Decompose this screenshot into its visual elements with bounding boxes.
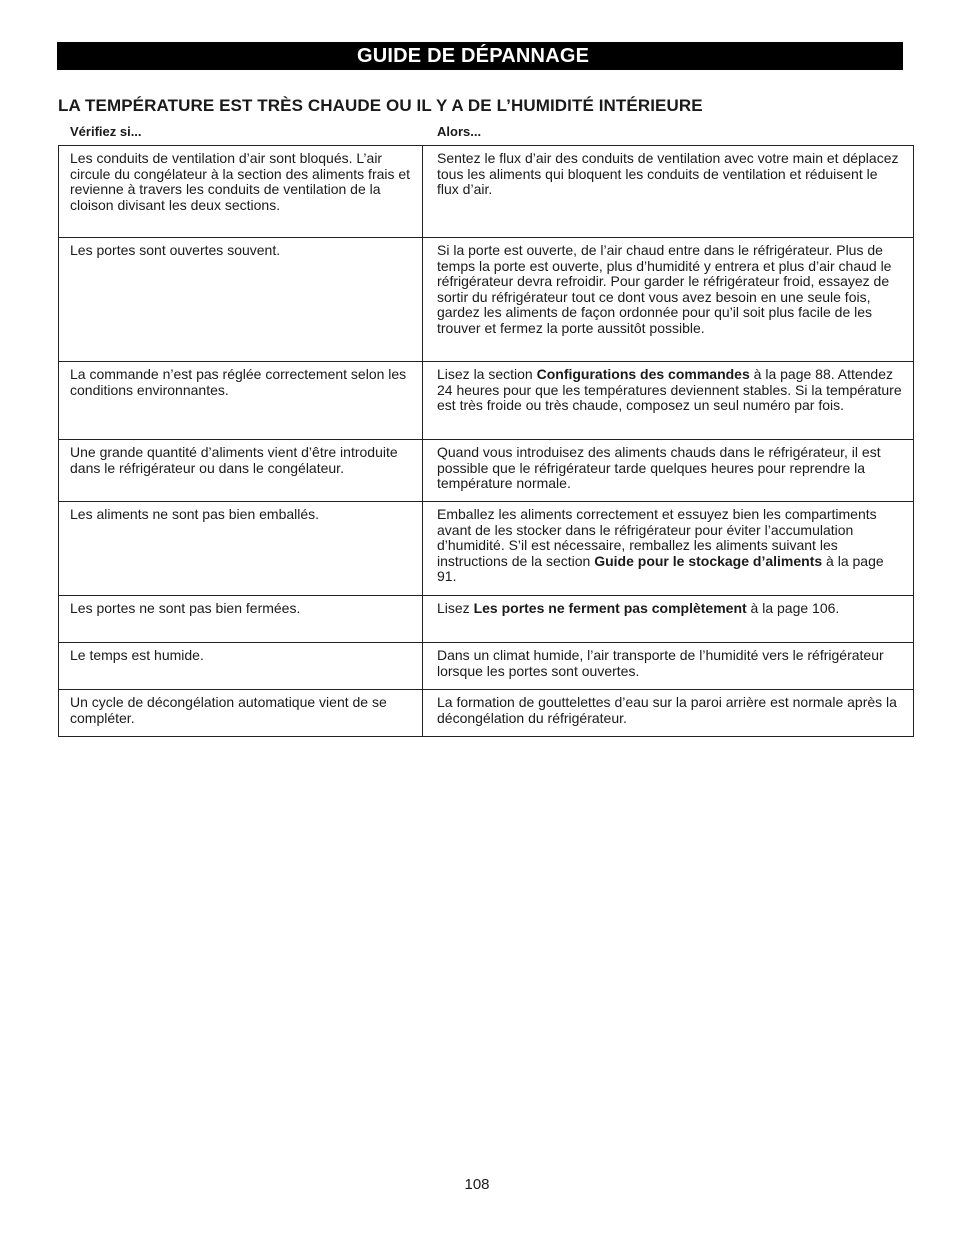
table-row <box>59 643 914 690</box>
check-cell: Les aliments ne sont pas bien emballés. <box>59 502 423 596</box>
section-reference: Guide pour le stockage d’aliments <box>594 552 823 569</box>
section-heading: LA TEMPÉRATURE EST TRÈS CHAUDE OU IL Y A DE L’HUMIDITÉ INTÉRIEURE <box>58 96 703 115</box>
check-cell: Les portes ne sont pas bien fermées. <box>59 596 423 643</box>
solution-text: La formation de gouttelettes d’eau sur la paroi arrière est normale après la décongélation du réfrigérateur. <box>437 694 897 726</box>
solution-cell <box>423 690 914 737</box>
check-cell: La commande n’est pas réglée correctement selon les conditions environnantes. <box>59 362 423 440</box>
column-header-check: Vérifiez si... <box>70 124 142 139</box>
solution-text: Lisez la section <box>437 366 537 382</box>
check-cell: Le temps est humide. <box>59 643 423 690</box>
solution-text: Dans un climat humide, l’air transporte de l’humidité vers le réfrigérateur lorsque les portes sont ouvertes. <box>437 647 884 679</box>
solution-cell <box>423 643 914 690</box>
check-cell: Les portes sont ouvertes souvent. <box>59 238 423 362</box>
check-cell: Une grande quantité d’aliments vient d’être introduite dans le réfrigérateur ou dans le congélateur. <box>59 440 423 502</box>
solution-cell <box>423 440 914 502</box>
solution-cell <box>423 238 914 362</box>
page-number: 108 <box>464 1176 490 1193</box>
section-reference: Configurations des commandes <box>536 366 750 382</box>
solution-text: Si la porte est ouverte, de l’air chaud entre dans le réfrigérateur. Plus de temps la porte est ouverte, plus d’humidité y entrera et plus d’air chaud le réfrigérateur devra refroidir. Pour garder le réfrigérateur froid, essayez de sortir du réfrigérateur tout ce dont vous avez besoin en une seule fois, gardez les aliments de façon ordonnée pour qu’il soit plus facile de les trouver et fermez la porte aussitôt possible. <box>437 242 892 336</box>
table-row <box>59 502 914 596</box>
solution-cell <box>423 502 914 596</box>
solution-text: à la page 106. <box>746 600 840 616</box>
table-row <box>59 596 914 643</box>
section-banner <box>57 42 903 70</box>
banner-title: GUIDE DE DÉPANNAGE <box>357 45 590 67</box>
table-row <box>59 238 914 362</box>
solution-cell <box>423 146 914 238</box>
solution-cell <box>423 362 914 440</box>
table-row <box>59 440 914 502</box>
solution-text: Quand vous introduisez des aliments chauds dans le réfrigérateur, il est possible que le réfrigérateur tarde quelques heures pour reprendre la température normale. <box>437 444 881 492</box>
section-reference: Les portes ne ferment pas complètement <box>473 600 747 616</box>
check-cell: Un cycle de décongélation automatique vient de se compléter. <box>59 690 423 737</box>
table-row <box>59 362 914 440</box>
check-cell: Les conduits de ventilation d’air sont bloqués. L’air circule du congélateur à la section des aliments frais et revienne à travers les conduits de ventilation de la cloison divisant les deux sections. <box>59 146 423 238</box>
solution-cell <box>423 596 914 643</box>
solution-text: Emballez les aliments correctement et essuyez bien les compartiments avant de les stocker dans le réfrigérateur pour éviter l’accumulation d’humidité. S’il est nécessaire, remballez les aliments suivant les instructions de la section <box>437 506 877 569</box>
table-row <box>59 690 914 737</box>
solution-text: à la page 91. <box>437 552 884 585</box>
table-row <box>59 146 914 238</box>
troubleshooting-table <box>58 145 914 737</box>
column-header-then: Alors... <box>437 124 482 139</box>
solution-text: à la page 88. Attendez 24 heures pour que les températures deviennent stables. Si la température est très froide ou très chaude, composez un seul numéro par fois. <box>437 366 902 414</box>
solution-text: Sentez le flux d’air des conduits de ventilation avec votre main et déplacez tous les aliments qui bloquent les conduits de ventilation et réduisent le flux d’air. <box>437 150 899 198</box>
solution-text: Lisez <box>437 600 474 616</box>
